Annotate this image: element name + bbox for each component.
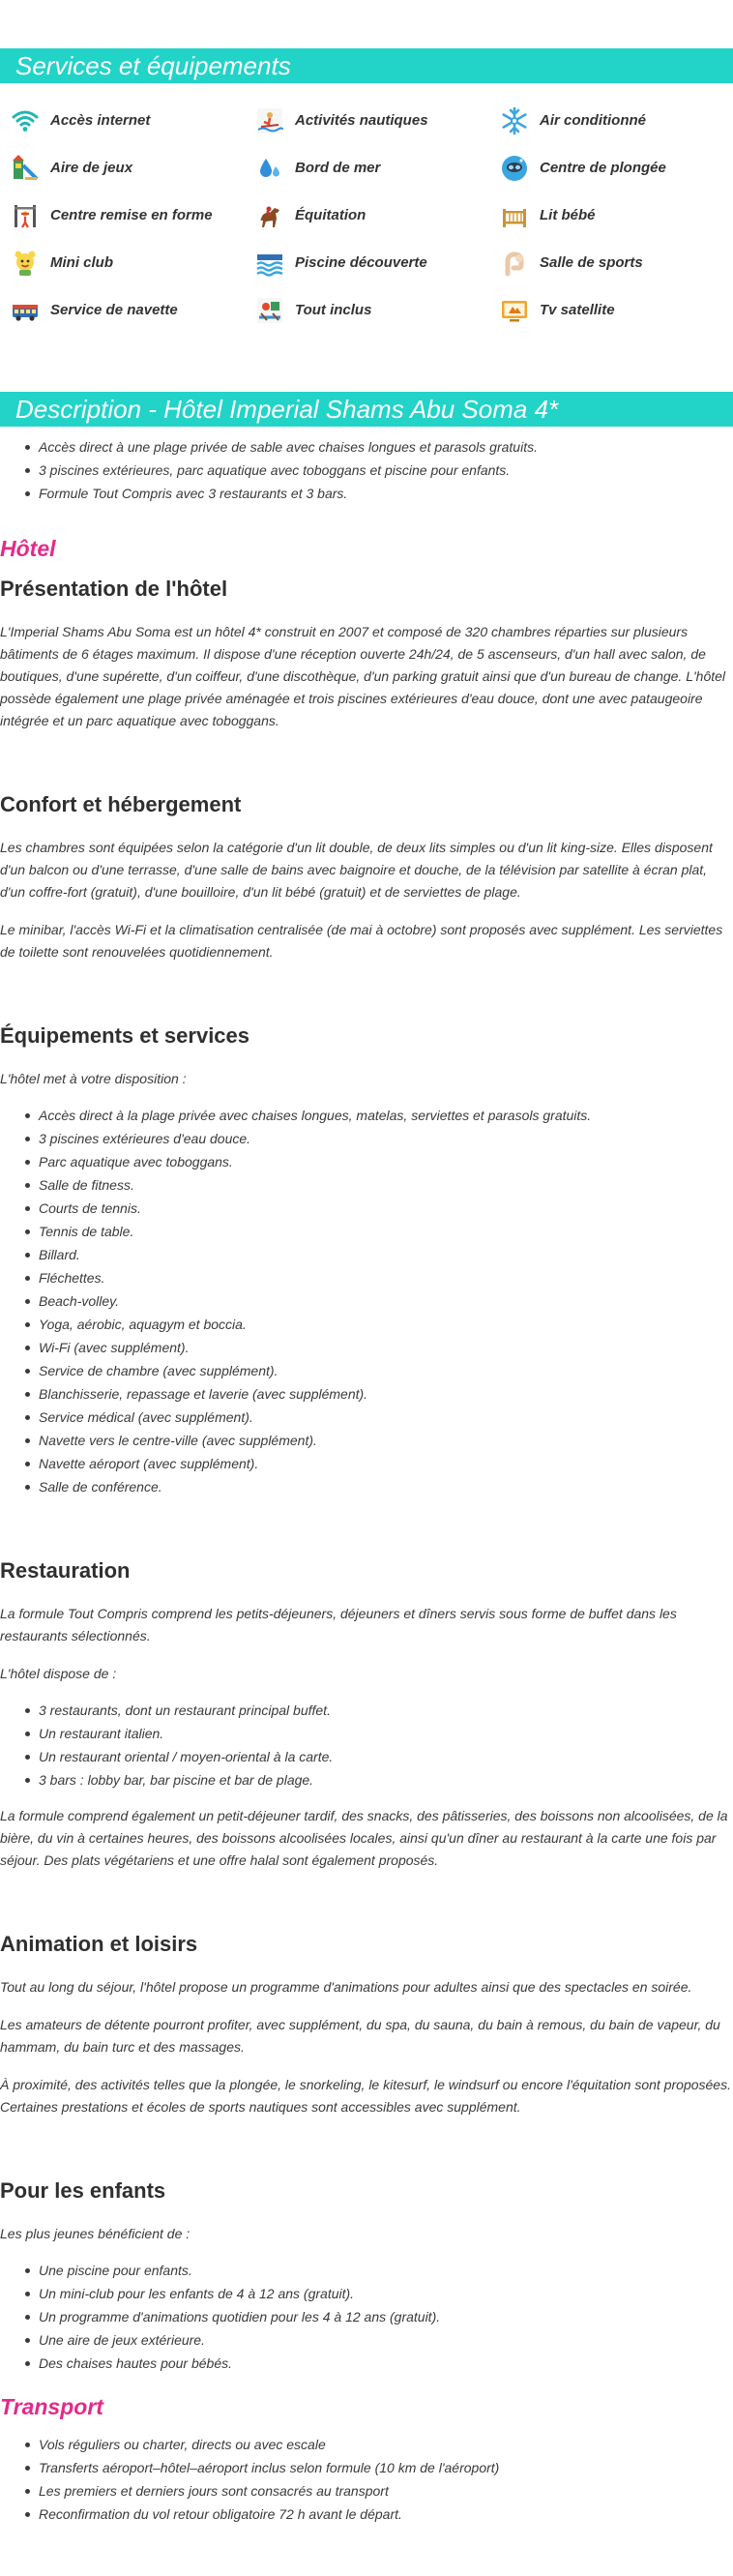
service-item [10, 192, 254, 239]
service-label: Centre de plongée [540, 160, 666, 176]
service-label: Service de navette [50, 302, 178, 318]
service-item [10, 97, 254, 144]
service-item [254, 192, 499, 239]
comfort-text: Les chambres sont équipées selon la catégorie d'un lit double, de deux lits simples ou d'un lit king-size. Elles disposent d'un balcon ou d'une terrasse, d'une salle de bains avec baignoire et douche, de la télévision par satellite à écran plat, d'un coffre-fort (gratuit), d'une bouilloire, d'un lit bébé (gratuit) et de serviettes de plage. [0, 840, 713, 900]
tv-icon [499, 295, 530, 326]
kids-intro: Les plus jeunes bénéficient de : [0, 2226, 191, 2241]
service-label: Accès internet [50, 112, 151, 129]
wifi-icon [10, 105, 41, 136]
list-item: 3 restaurants, dont un restaurant principal buffet. [23, 1699, 733, 1722]
list-item: Tennis de table. [23, 1220, 733, 1243]
comfort-text: Le minibar, l'accès Wi-Fi et la climatisation centralisée (de mai à octobre) sont proposés avec supplément. Les serviettes de toilette sont renouvelées quotidiennement. [0, 922, 723, 960]
list-item: Service de chambre (avec supplément). [23, 1359, 733, 1382]
shuttle-bus-icon [10, 295, 41, 326]
description-title: Description - Hôtel Imperial Shams Abu Soma 4* [0, 392, 733, 427]
mini-club-icon [10, 248, 41, 279]
water-drop-icon [254, 153, 285, 184]
transport-heading: Transport [0, 2394, 103, 2419]
list-item: Salle de conférence. [23, 1475, 733, 1498]
service-item [499, 286, 733, 334]
list-item: Une piscine pour enfants. [23, 2259, 733, 2282]
baby-bed-icon [499, 200, 530, 231]
gym-icon [499, 248, 530, 279]
horse-icon [254, 200, 285, 231]
restauration-text: La formule Tout Compris comprend les petits-déjeuners, déjeuners et dîners servis sous forme de buffet dans les restaurants sélectionnés. [0, 1606, 677, 1643]
pool-icon [254, 248, 285, 279]
list-item: Navette aéroport (avec supplément). [23, 1452, 733, 1475]
animation-text: À proximité, des activités telles que la plongée, le snorkeling, le kitesurf, le windsurf ou encore l'équitation sont proposées. Certaines prestations et écoles de sports nautiques sont accessibles avec supplément. [0, 2077, 731, 2115]
services-grid [0, 83, 733, 334]
list-item: Vols réguliers ou charter, directs ou avec escale [23, 2433, 733, 2456]
list-item: Un restaurant italien. [23, 1722, 733, 1745]
kids-list [0, 2259, 733, 2375]
service-item [254, 97, 499, 144]
restauration-text: La formule comprend également un petit-déjeuner tardif, des snacks, des pâtisseries, des boissons non alcoolisées, de la bière, du vin à certaines heures, des boissons alcoolisées locales, ainsi qu'un dîner au restaurant à la carte une fois par séjour. Des plats végétariens et une offre halal sont également proposés. [0, 1808, 728, 1868]
equipment-intro: L'hôtel met à votre disposition : [0, 1071, 187, 1086]
hotel-heading: Hôtel [0, 536, 56, 561]
list-item: Reconfirmation du vol retour obligatoire 72 h avant le départ. [23, 2502, 733, 2526]
list-item: Accès direct à la plage privée avec chaises longues, matelas, serviettes et parasols gratuits. [23, 1104, 733, 1127]
list-item: Un programme d'animations quotidien pour les 4 à 12 ans (gratuit). [23, 2305, 733, 2328]
description-highlights [0, 435, 733, 505]
list-item: Parc aquatique avec toboggans. [23, 1150, 733, 1173]
service-item [254, 144, 499, 192]
diving-icon [499, 153, 530, 184]
service-item [499, 144, 733, 192]
kids-title: Pour les enfants [0, 2178, 166, 2203]
service-item [499, 239, 733, 286]
service-item [10, 144, 254, 192]
service-item [499, 97, 733, 144]
service-label: Mini club [50, 254, 113, 271]
list-item: Billard. [23, 1243, 733, 1266]
presentation-title: Présentation de l'hôtel [0, 577, 228, 601]
list-item: Wi-Fi (avec supplément). [23, 1336, 733, 1359]
playground-icon [10, 153, 41, 184]
fitness-icon [10, 200, 41, 231]
animation-title: Animation et loisirs [0, 1932, 198, 1956]
animation-text: Tout au long du séjour, l'hôtel propose un programme d'animations pour adultes ainsi que des spectacles en soirée. [0, 1979, 692, 1995]
service-item [254, 286, 499, 334]
service-label: Tout inclus [295, 302, 372, 318]
animation-text: Les amateurs de détente pourront profiter, avec supplément, du spa, du sauna, du bain à remous, du bain de vapeur, du hammam, du bain turc et des massages. [0, 2017, 720, 2055]
service-label: Bord de mer [295, 160, 381, 176]
restauration-intro: L'hôtel dispose de : [0, 1666, 117, 1681]
restauration-list [0, 1699, 733, 1791]
service-label: Centre remise en forme [50, 207, 213, 223]
service-label: Piscine découverte [295, 254, 427, 271]
transport-list [0, 2433, 733, 2526]
list-item: 3 piscines extérieures d'eau douce. [23, 1127, 733, 1150]
service-label: Tv satellite [540, 302, 615, 318]
list-item: Un restaurant oriental / moyen-oriental à la carte. [23, 1745, 733, 1768]
list-item: Formule Tout Compris avec 3 restaurants et 3 bars. [23, 482, 733, 505]
list-item: Blanchisserie, repassage et laverie (avec supplément). [23, 1382, 733, 1406]
list-item: Une aire de jeux extérieure. [23, 2328, 733, 2352]
list-item: 3 piscines extérieures, parc aquatique avec toboggans et piscine pour enfants. [23, 459, 733, 482]
list-item: Un mini-club pour les enfants de 4 à 12 ans (gratuit). [23, 2282, 733, 2305]
list-item: Accès direct à une plage privée de sable avec chaises longues et parasols gratuits. [23, 435, 733, 459]
service-label: Salle de sports [540, 254, 643, 271]
comfort-title: Confort et hébergement [0, 792, 242, 816]
service-item [10, 286, 254, 334]
list-item: Salle de fitness. [23, 1173, 733, 1197]
list-item: Fléchettes. [23, 1266, 733, 1289]
service-item [499, 192, 733, 239]
snowflake-icon [499, 105, 530, 136]
list-item: Yoga, aérobic, aquagym et boccia. [23, 1313, 733, 1336]
service-label: Activités nautiques [295, 112, 428, 129]
service-item [10, 239, 254, 286]
service-label: Équitation [295, 207, 366, 223]
services-title: Services et équipements [0, 48, 733, 83]
service-label: Air conditionné [540, 112, 646, 129]
water-sports-icon [254, 105, 285, 136]
equipment-list [0, 1104, 733, 1498]
service-label: Lit bébé [540, 207, 596, 223]
all-inclusive-icon [254, 295, 285, 326]
service-item [254, 239, 499, 286]
presentation-text: L'Imperial Shams Abu Soma est un hôtel 4* construit en 2007 et composé de 320 chambres réparties sur plusieurs bâtiments de 6 étages maximum. Il dispose d'une réception ouverte 24h/24, de 5 ascenseurs, d'un hall avec salon, de boutiques, d'une supérette, d'un coiffeur, d'une discothèque, d'un parking gratuit ainsi que d'un bureau de change. L'hôtel possède également une plage privée aménagée et trois piscines extérieures d'eau douce, dont une avec pataugeoire intégrée et un parc aquatique avec toboggans. [0, 624, 726, 728]
list-item: Des chaises hautes pour bébés. [23, 2352, 733, 2375]
service-label: Aire de jeux [50, 160, 133, 176]
list-item: Courts de tennis. [23, 1197, 733, 1220]
restauration-title: Restauration [0, 1558, 131, 1583]
list-item: Beach-volley. [23, 1289, 733, 1313]
equipment-title: Équipements et services [0, 1023, 250, 1048]
list-item: Service médical (avec supplément). [23, 1406, 733, 1429]
list-item: Les premiers et derniers jours sont consacrés au transport [23, 2479, 733, 2502]
list-item: 3 bars : lobby bar, bar piscine et bar de plage. [23, 1768, 733, 1791]
list-item: Navette vers le centre-ville (avec supplément). [23, 1429, 733, 1452]
list-item: Transferts aéroport–hôtel–aéroport inclus selon formule (10 km de l'aéroport) [23, 2456, 733, 2479]
